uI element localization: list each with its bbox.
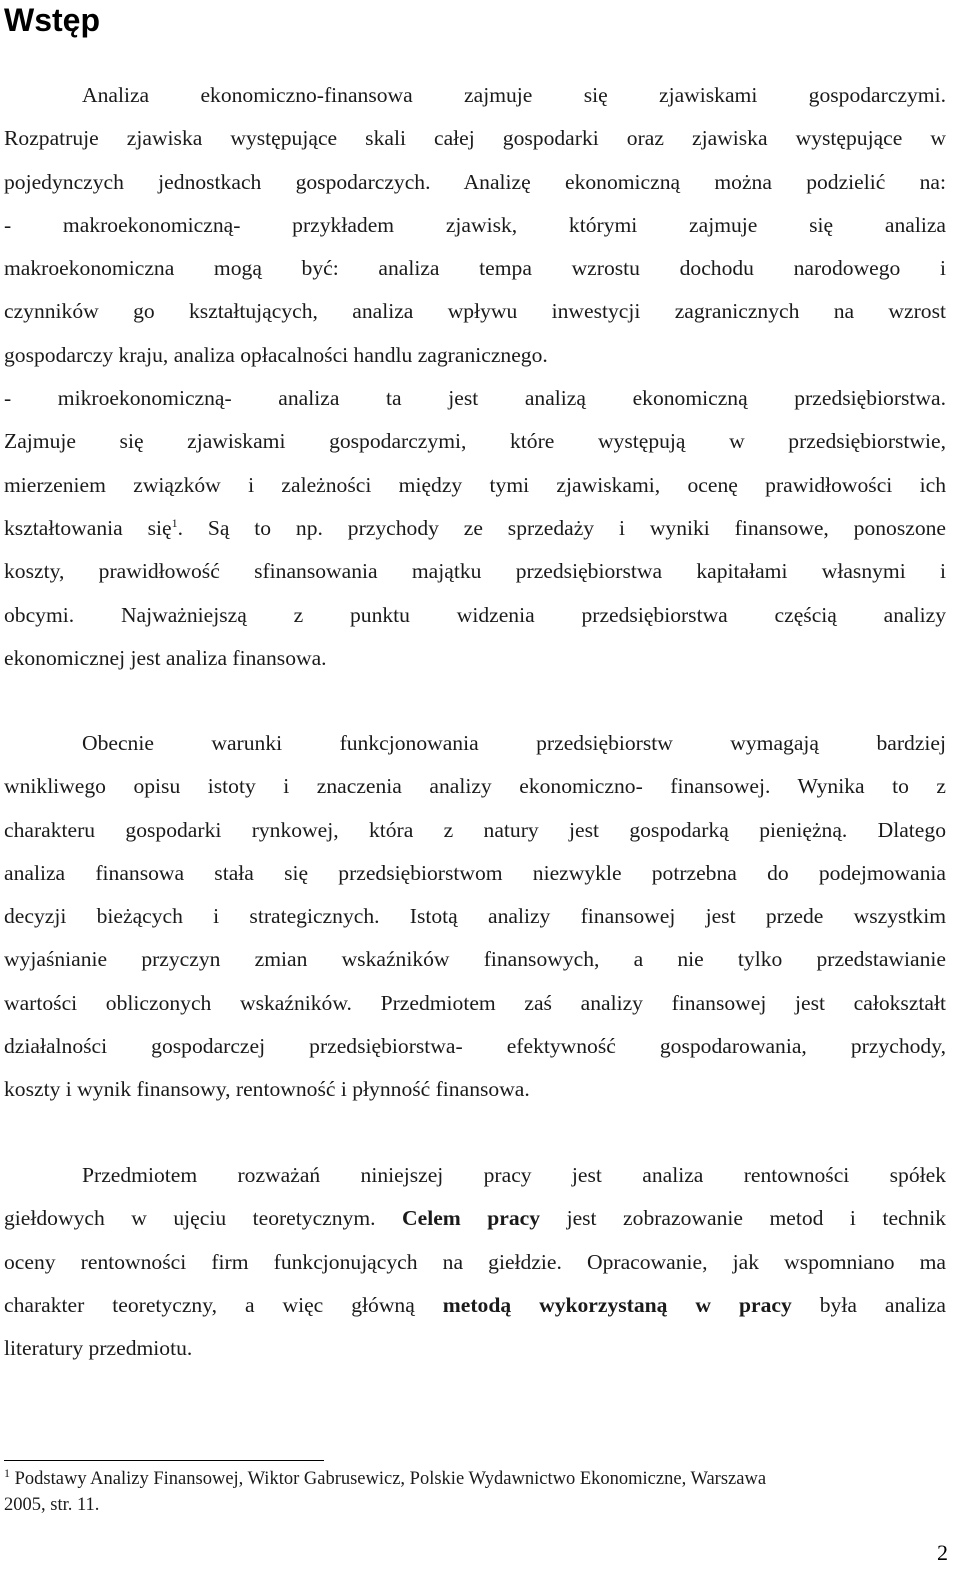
text-line: charakteru gospodarki rynkowej, która z natury jest gospodarką pieniężną. Dlatego	[4, 817, 946, 842]
text-line: Przedmiotem rozważań niniejszej pracy jest analiza rentowności spółek	[82, 1163, 946, 1187]
text-line: Rozpatruje zjawiska występujące skali całej gospodarki oraz zjawiska występujące w	[4, 126, 946, 151]
text-line: makroekonomiczna mogą być: analiza tempa wzrostu dochodu narodowego i	[4, 256, 946, 281]
text-line: giełdowych w ujęciu teoretycznym. Celem pracy jest zobrazowanie metod i technik	[4, 1206, 946, 1231]
text-line: wartości obliczonych wskaźników. Przedmiotem zaś analizy finansowej jest całokształt	[4, 990, 946, 1015]
text-line: pojedynczych jednostkach gospodarczych. Analizę ekonomiczną można podzielić na:	[4, 169, 946, 194]
page-heading: Wstęp	[4, 2, 100, 38]
text-line: literatury przedmiotu.	[4, 1336, 193, 1361]
bold-phrase: Celem pracy	[402, 1206, 541, 1231]
footnote-line: 2005, str. 11.	[4, 1495, 100, 1515]
text-line: analiza finansowa stała się przedsiębiorstwom niezwykle potrzebna do podejmowania	[4, 860, 946, 885]
text-line: - makroekonomiczną- przykładem zjawisk, którymi zajmuje się analiza	[4, 212, 946, 237]
page-number: 2	[937, 1540, 948, 1565]
footnote-line: $^1$ Podstawy Analizy Finansowej, Wiktor Gabrusewicz, Polskie Wydawnictwo Ekonomiczne, Warszawa	[4, 1465, 767, 1489]
text-line: charakter teoretyczny, a więc główną metodą wykorzystaną w pracy była analiza	[4, 1292, 947, 1317]
text-line: wyjaśnianie przyczyn zmian wskaźników finansowych, a nie tylko przedstawianie	[4, 947, 946, 972]
text-line: mierzeniem związków i zależności między tymi zjawiskami, ocenę prawidłowości ich	[4, 472, 946, 497]
text-line: obcymi. Najważniejszą z punktu widzenia przedsiębiorstwa częścią analizy	[4, 602, 946, 627]
text-line: działalności gospodarczej przedsiębiorstwa- efektywność gospodarowania, przychody,	[4, 1034, 946, 1059]
text-line: Analiza ekonomiczno-finansowa zajmuje się zjawiskami gospodarczymi.	[82, 83, 946, 107]
text-line: koszty i wynik finansowy, rentowność i płynność finansowa.	[4, 1077, 530, 1102]
text-line: ekonomicznej jest analiza finansowa.	[4, 645, 327, 670]
text-line: decyzji bieżących i strategicznych. Istotą analizy finansowej jest przede wszystkim	[4, 904, 946, 929]
footnote-marker: 1	[4, 1465, 10, 1480]
text-line: - mikroekonomiczną- analiza ta jest analizą ekonomiczną przedsiębiorstwa.	[4, 386, 946, 411]
paragraph-aim	[4, 1154, 946, 1370]
bold-phrase: metodą wykorzystaną w pracy	[442, 1292, 792, 1317]
paragraph-intro	[4, 74, 946, 680]
text-line: Zajmuje się zjawiskami gospodarczymi, które występują w przedsiębiorstwie,	[4, 429, 946, 454]
text-line: gospodarczy kraju, analiza opłacalności handlu zagranicznego.	[4, 342, 548, 367]
text-line: czynników go kształtujących, analiza wpływu inwestycji zagranicznych na wzrost	[4, 299, 946, 324]
footnote	[4, 1466, 946, 1518]
paragraph-conditions	[4, 722, 946, 1112]
footnote-separator	[4, 1460, 324, 1461]
text-line: oceny rentowności firm funkcjonujących na giełdzie. Opracowanie, jak wspomniano ma	[4, 1249, 946, 1274]
text-line: wnikliwego opisu istoty i znaczenia analizy ekonomiczno- finansowej. Wynika to z	[4, 774, 946, 799]
text-line: kształtowania się$^1$. Są to np. przychody ze sprzedaży i wyniki finansowe, ponoszone	[4, 515, 947, 540]
footnote-reference[interactable]: 1	[171, 515, 178, 530]
text-line: Obecnie warunki funkcjonowania przedsiębiorstw wymagają bardziej	[82, 731, 946, 755]
text-line: koszty, prawidłowość sfinansowania majątku przedsiębiorstwa kapitałami własnymi i	[4, 559, 946, 584]
